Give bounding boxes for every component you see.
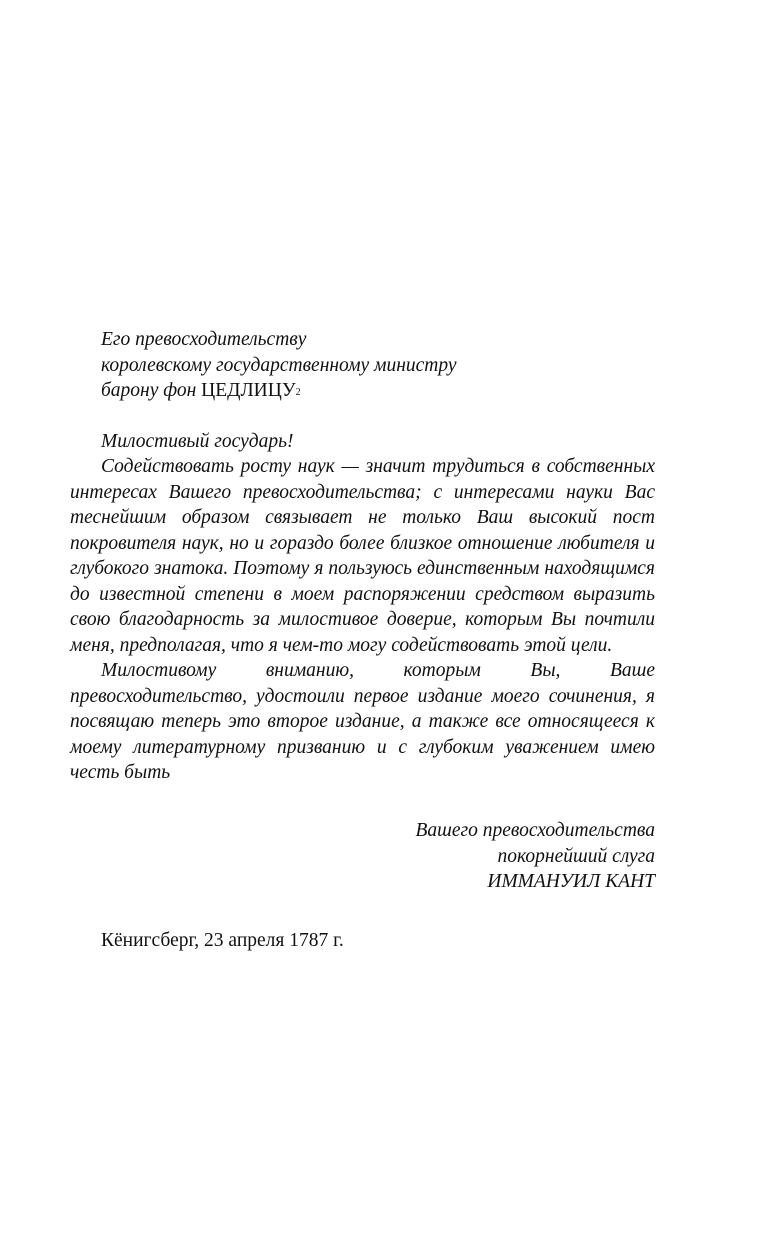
footnote-marker: 2	[295, 387, 301, 398]
address-line-2: королевскому государственному министру	[101, 354, 457, 376]
letter-body	[70, 454, 655, 786]
address-line-1: Его превосходительству	[101, 329, 307, 350]
signature-block	[415, 818, 655, 895]
signature-name: ИММАНУИЛ КАНТ	[487, 871, 655, 892]
paragraph-2: Милостивому вниманию, которым Вы, Ваше превосходительство, удостоили первое издание моего сочинения, я посвящаю теперь это второе издание, а также все относящееся к моему литературному призванию и с глубоким уважением имею честь быть	[70, 660, 655, 783]
place-date-line: Кёнигсберг, 23 апреля 1787 г.	[101, 930, 344, 951]
signature-line-1: Вашего превосходительства	[415, 820, 655, 841]
dedication-address	[101, 327, 457, 404]
paragraph-1: Содействовать росту наук — значит трудиться в собственных интересах Вашего превосходительства; с интересами науки Вас теснейшим образом связывает не только Ваш высокий пост покровителя наук, но и гораздо более близкое отношение любителя и глубокого знатока. Поэтому я пользуюсь единственным находящимся до известной степени в моем распоряжении средством выразить свою благодарность за милостивое доверие, которым Вы почтили меня, предполагая, что я чем-то могу содействовать этой цели.	[70, 456, 655, 656]
signature-line-2: покорнейший слуга	[497, 845, 655, 867]
address-line-3	[101, 378, 457, 404]
salutation: Милостивый государь!	[101, 431, 294, 452]
address-prefix: барону фон	[101, 380, 202, 401]
address-name: ЦЕДЛИЦУ	[201, 380, 296, 401]
